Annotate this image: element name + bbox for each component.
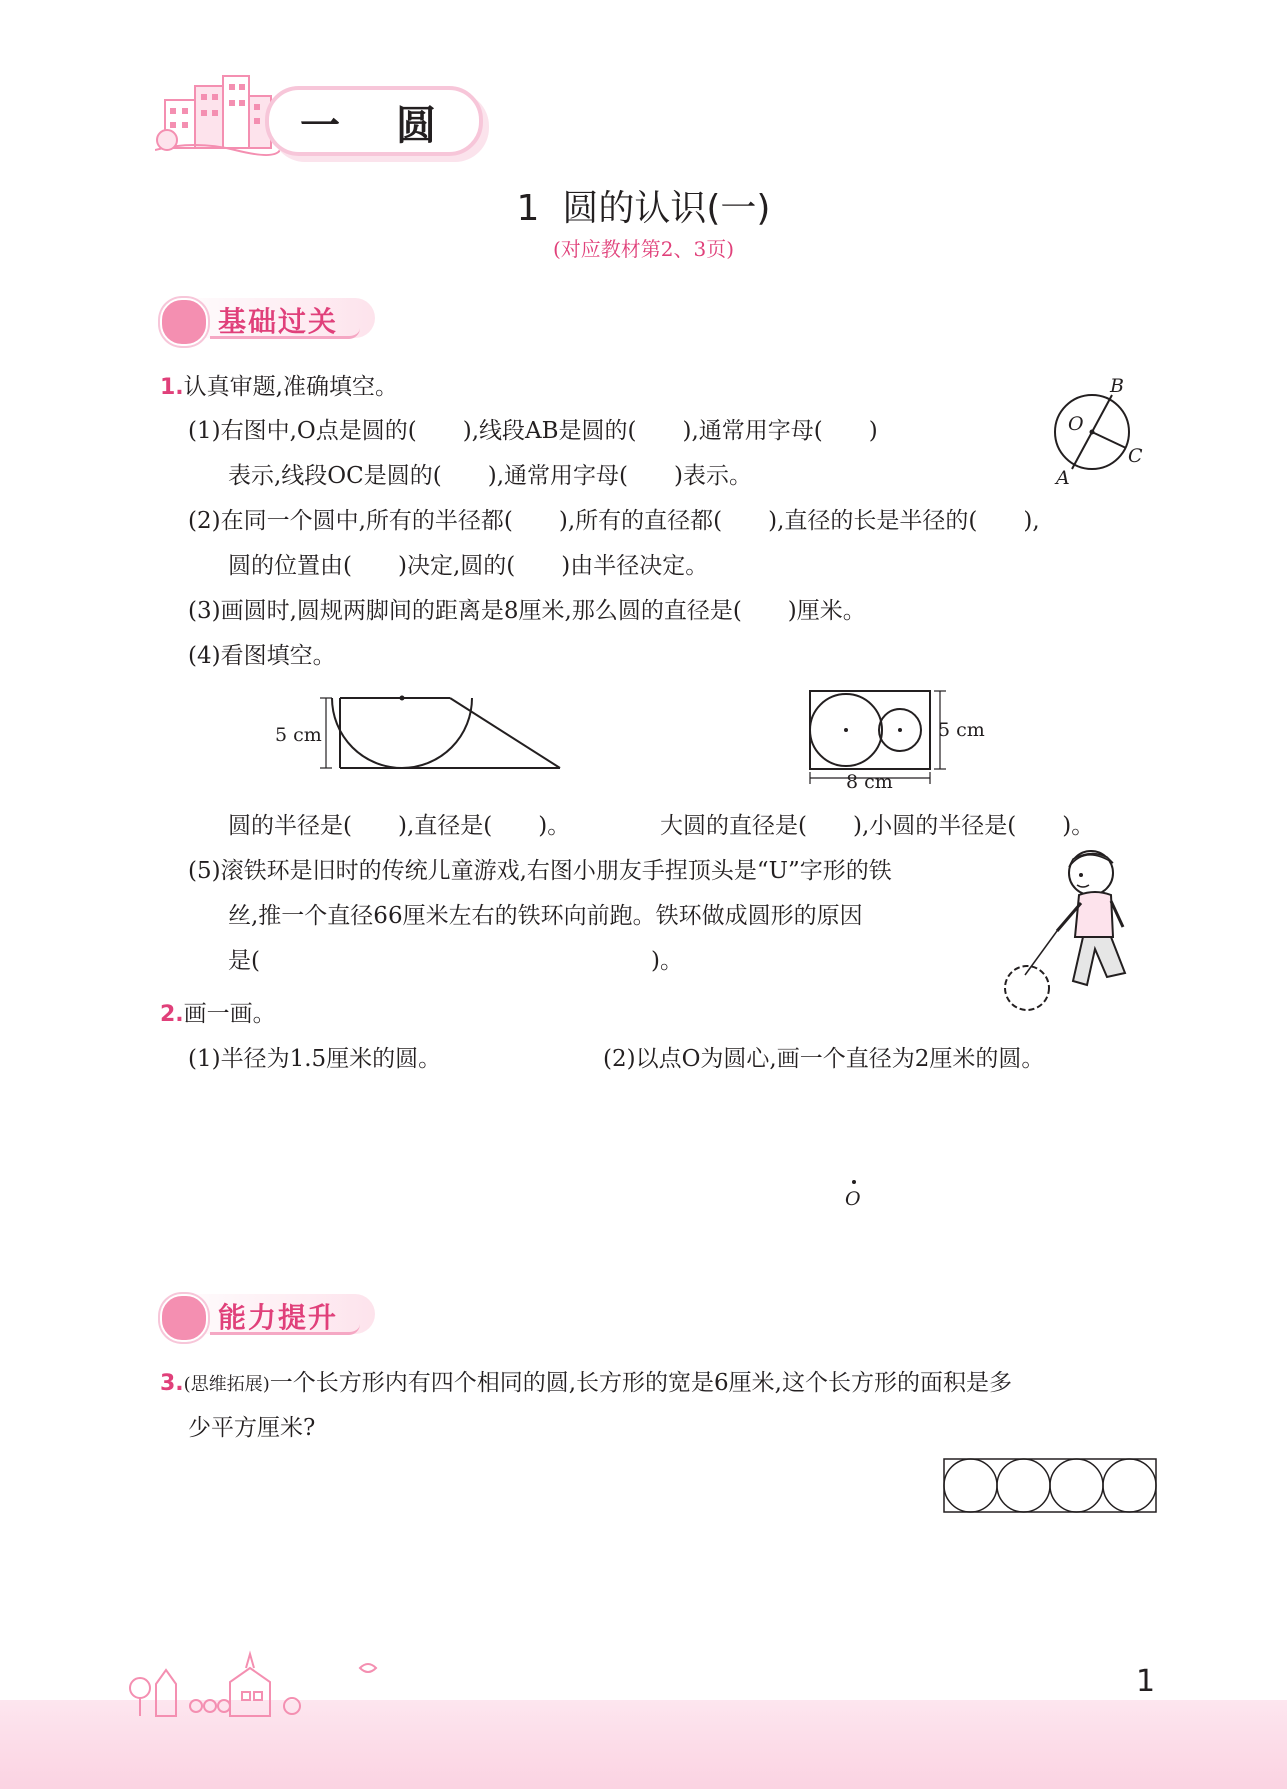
- q1-stem-text: 认真审题,准确填空。: [183, 374, 398, 400]
- section-basic: [160, 298, 375, 338]
- q3-number: 3.: [160, 1371, 184, 1396]
- q1-p2-line2: 圆的位置由( )决定,圆的( )由半径决定。: [228, 553, 709, 579]
- section-advanced-title: 能力提升: [218, 1301, 339, 1334]
- rect-circles-figure: [800, 685, 1000, 795]
- trapezoid-height-label: 5 cm: [275, 724, 322, 746]
- circle-label-o: O: [1068, 413, 1084, 435]
- q1-number: 1.: [160, 375, 184, 400]
- q3-tag: (思维拓展): [183, 1374, 270, 1395]
- boy-rolling-hoop-illustration: [995, 845, 1165, 1015]
- circle-figure: [1040, 375, 1150, 493]
- lesson-title: 1 圆的认识(一): [516, 188, 771, 229]
- circle-label-b: B: [1110, 375, 1124, 397]
- page-number: 1: [1136, 1664, 1156, 1699]
- q1-p5-line3: 是( )。: [228, 948, 683, 974]
- circle-label-c: C: [1128, 445, 1143, 467]
- q1-p4-right-answer: 大圆的直径是( ),小圆的半径是( )。: [660, 813, 1095, 839]
- chapter-title: 一 圆: [300, 103, 444, 149]
- q2-number: 2.: [160, 1002, 184, 1027]
- q3-text-line1: 一个长方形内有四个相同的圆,长方形的宽是6厘米,这个长方形的面积是多: [269, 1370, 1012, 1396]
- footer-town-illustration: [120, 1648, 400, 1718]
- q1-p4: (4)看图填空。: [188, 643, 336, 669]
- q3-line2: 少平方厘米?: [188, 1415, 316, 1441]
- q1-p4-left-answer: 圆的半径是( ),直径是( )。: [228, 813, 571, 839]
- four-circles-figure: [943, 1458, 1159, 1514]
- circle-label-a: A: [1056, 467, 1070, 489]
- chapter-illustration: [155, 70, 280, 160]
- q1-p1-line1: (1)右图中,O点是圆的( ),线段AB是圆的( ),通常用字母( ): [188, 418, 878, 444]
- q2-point-dot: [852, 1180, 856, 1184]
- section-basic-title: 基础过关: [218, 305, 339, 338]
- section-emblem-icon: [160, 1294, 208, 1342]
- q2-p2: (2)以点O为圆心,画一个直径为2厘米的圆。: [603, 1046, 1045, 1072]
- q1-p2-line1: (2)在同一个圆中,所有的半径都( ),所有的直径都( ),直径的长是半径的( ),: [188, 508, 1040, 534]
- q1-p5-line2: 丝,推一个直径66厘米左右的铁环向前跑。铁环做成圆形的原因: [228, 903, 863, 929]
- q3-line1: [160, 1368, 1012, 1400]
- q1-p3: (3)画圆时,圆规两脚间的距离是8厘米,那么圆的直径是( )厘米。: [188, 598, 866, 624]
- trapezoid-figure: [260, 690, 570, 780]
- q2-stem: [160, 999, 276, 1030]
- q2-point-o: [845, 1178, 865, 1214]
- q2-p1: (1)半径为1.5厘米的圆。: [188, 1046, 442, 1072]
- section-advanced: [160, 1294, 375, 1334]
- q2-stem-text: 画一画。: [183, 1001, 276, 1027]
- q1-p1-line2: 表示,线段OC是圆的( ),通常用字母( )表示。: [228, 463, 752, 489]
- rect-width-label: 8 cm: [846, 771, 893, 793]
- rect-height-label: 5 cm: [938, 719, 985, 741]
- q1-p5-line1: (5)滚铁环是旧时的传统儿童游戏,右图小朋友手捏顶头是“U”字形的铁: [188, 858, 892, 884]
- section-emblem-icon: [160, 298, 208, 346]
- lesson-subtitle: (对应教材第2、3页): [552, 237, 735, 261]
- q1-stem: [160, 372, 398, 403]
- q2-point-label: O: [845, 1188, 861, 1210]
